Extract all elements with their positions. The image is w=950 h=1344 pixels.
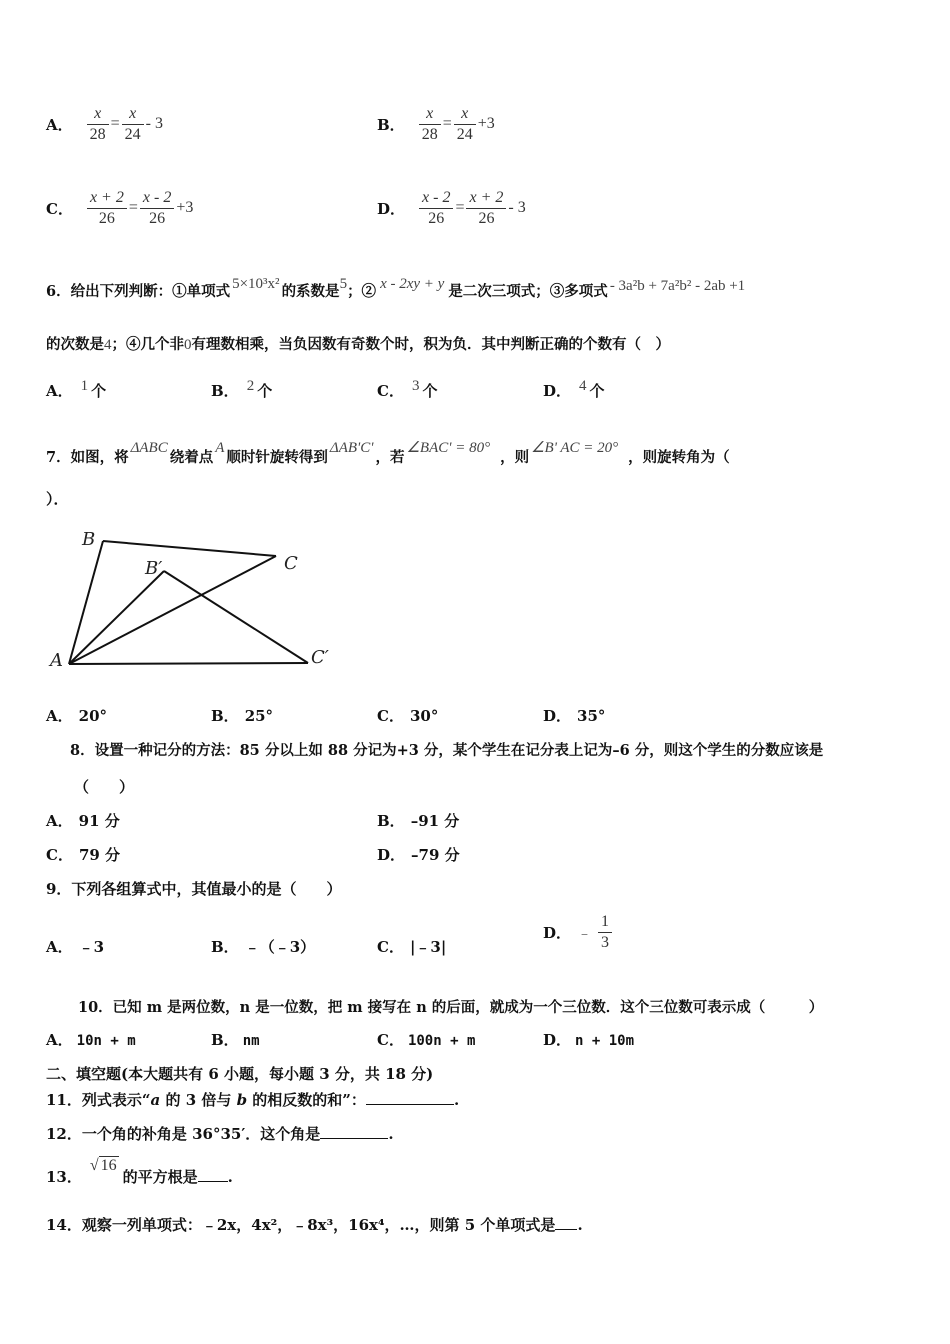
q7-figure (40, 522, 340, 672)
option-text: nm (242, 1033, 260, 1049)
q13-label: 13． (46, 1168, 82, 1186)
q5-option-d[interactable] (377, 188, 526, 229)
q11-text: 的 3 倍与 (160, 1091, 237, 1109)
q8-answer-paren: （ ） (74, 778, 135, 796)
q6-line2 (46, 333, 670, 354)
denominator: 26 (98, 210, 115, 227)
q8-option-c[interactable] (46, 844, 120, 865)
option-number: 1 (80, 378, 89, 394)
option-label: D． (543, 707, 572, 725)
q13 (46, 1156, 233, 1187)
option-label: D． (377, 846, 406, 864)
option-text: 25° (244, 707, 274, 725)
label-C-prime: C′ (311, 647, 329, 668)
option-label: A． (46, 812, 73, 830)
option-label: D． (543, 924, 572, 942)
denominator: 3 (601, 934, 610, 951)
segment-B-prime-C-prime (164, 571, 308, 663)
option-label: D． (377, 200, 406, 218)
option-text: ﹣（﹣3） (244, 938, 316, 956)
numerator: x (129, 105, 137, 122)
tail-term: +3 (176, 199, 194, 217)
q7-text: ，则 (500, 449, 530, 466)
numerator: x - 2 (422, 189, 451, 206)
option-label: A． (46, 116, 73, 134)
q14-end: . (577, 1216, 583, 1234)
q11-end: . (453, 1091, 460, 1109)
q11-text: 的相反数的和”： (247, 1091, 366, 1109)
q13-answer-blank[interactable] (198, 1181, 228, 1182)
q6-option-a[interactable] (46, 378, 106, 401)
option-unit: 个 (257, 382, 273, 400)
q6-option-c[interactable] (377, 378, 437, 401)
option-label: C． (377, 1031, 404, 1049)
option-label: C． (46, 200, 73, 218)
q13-radicand: 16 (100, 1157, 117, 1174)
numerator: x (426, 105, 434, 122)
q10-option-a[interactable] (46, 1029, 136, 1050)
q6-text: ；④几个非 (111, 336, 184, 353)
tail-term: +3 (477, 115, 495, 133)
q14-text: 14．观察一列单项式：﹣2x，4x²，﹣8x³，16x⁴，…，则第 5 个单项式是 (46, 1216, 556, 1234)
option-text: |﹣3| (409, 938, 447, 956)
equals-sign: = (110, 115, 120, 133)
q6-option-d[interactable] (543, 378, 605, 401)
label-B: B (82, 529, 96, 550)
q5-option-b[interactable] (377, 104, 495, 145)
tail-term: - 3 (145, 115, 163, 133)
option-text: 91 分 (78, 812, 120, 830)
option-label: A． (46, 707, 73, 725)
q7-option-c[interactable] (377, 705, 438, 726)
option-text: n + 10m (575, 1033, 635, 1049)
option-unit: 个 (422, 382, 438, 400)
q7-expr: ∠B' AC = 20° (531, 440, 619, 456)
option-text: 20° (78, 707, 108, 725)
option-text: 79 分 (78, 846, 121, 864)
q7-line1 (46, 438, 730, 467)
q7-expr: ΔABC (130, 440, 168, 456)
option-label: C． (377, 382, 404, 400)
q11-var-b: b (236, 1091, 248, 1109)
q6-text: 的系数是 (281, 283, 340, 300)
denominator: 24 (456, 126, 473, 143)
q13-end: . (227, 1168, 233, 1186)
segment-AC (69, 556, 276, 664)
q7-text: 7．如图，将 (46, 449, 129, 466)
numerator: x - 2 (142, 189, 172, 206)
q14 (46, 1214, 583, 1235)
q8-option-d[interactable] (377, 844, 460, 865)
q12-text: 12．一个角的补角是 36°35′．这个角是 (46, 1125, 321, 1143)
q6-text: 有理数相乘，当负因数有奇数个时，积为负．其中判断正确的个数有（ ） (191, 336, 670, 353)
equals-sign: = (455, 199, 465, 217)
q7-text: ，则旋转角为（ (628, 449, 730, 466)
option-text: –79 分 (411, 846, 460, 864)
q9-option-d[interactable] (543, 912, 614, 953)
option-label: B． (377, 812, 405, 830)
q6-value: 0 (184, 337, 192, 353)
option-number: 3 (411, 378, 420, 394)
q8-option-a[interactable] (46, 810, 120, 831)
option-text: ﹣3 (78, 938, 105, 956)
option-label: C． (377, 707, 404, 725)
tail-term: - 3 (508, 199, 526, 217)
q6-expr1: 5×10³x² (232, 276, 280, 292)
q10-option-b[interactable] (211, 1029, 260, 1050)
label-B-prime: B′ (145, 558, 163, 579)
q7-expr: ∠BAC' = 80° (406, 440, 491, 456)
q6-line1 (46, 276, 745, 301)
q9-question: 9．下列各组算式中，其值最小的是（ ） (46, 880, 342, 898)
denominator: 28 (89, 126, 106, 143)
option-number: 4 (579, 378, 587, 394)
q10-option-c[interactable] (377, 1029, 475, 1050)
q6-text: 是二次三项式；③多项式 (448, 283, 608, 300)
q6-text: 的次数是 (46, 336, 104, 353)
denominator: 28 (421, 126, 438, 143)
option-text: 30° (409, 707, 439, 725)
option-label: B． (211, 707, 239, 725)
equals-sign: = (128, 199, 138, 217)
q13-sqrt: √ 16 (89, 1157, 117, 1174)
q7-expr: ΔAB'C' (329, 440, 374, 456)
option-label: A． (46, 938, 73, 956)
q6-value: 4 (104, 337, 112, 353)
option-text: 100n + m (407, 1033, 476, 1049)
q10-option-d[interactable] (543, 1029, 634, 1050)
q8-option-b[interactable] (377, 810, 459, 831)
q8-question: 8．设置一种记分的方法：85 分以上如 88 分记为+3 分，某个学生在记分表上记为–6 分，则这个学生的分数应该是 (70, 742, 824, 759)
q6-option-b[interactable] (211, 378, 272, 401)
q7-line2: ）． (46, 490, 69, 508)
option-label: B． (211, 1031, 239, 1049)
q6-expr2: x - 2xy + y (380, 276, 445, 292)
q9-option-b[interactable] (211, 936, 315, 957)
equals-sign: = (442, 115, 452, 133)
denominator: 24 (124, 126, 141, 143)
q5-option-a[interactable] (46, 104, 163, 145)
q7-expr: A (215, 440, 225, 456)
q7-text: 顺时针旋转得到 (226, 449, 328, 466)
numerator: x + 2 (469, 189, 504, 206)
option-text: 10n + m (76, 1033, 136, 1049)
q7-option-d[interactable] (543, 705, 605, 726)
segment-AC-prime (69, 663, 308, 664)
q11-var-a: a (150, 1091, 161, 1109)
segment-AB (69, 541, 103, 664)
q6-text: 6．给出下列判断：①单项式 (46, 283, 231, 300)
option-text: 35° (577, 707, 606, 725)
q14-answer-blank[interactable] (555, 1229, 577, 1230)
q11-text: 11．列式表示“ (46, 1091, 151, 1109)
numerator: x + 2 (89, 189, 124, 206)
label-C: C (284, 553, 298, 574)
q13-text: 的平方根是 (122, 1168, 198, 1186)
q7-option-a[interactable] (46, 705, 107, 726)
q7-option-b[interactable] (211, 705, 273, 726)
label-A: A (50, 650, 63, 671)
q7-text: 绕着点 (169, 449, 214, 466)
section-title: 二、填空题(本大题共有 6 小题，每小题 3 分，共 18 分) (46, 1065, 434, 1083)
q11 (46, 1089, 459, 1110)
q6-text: ；② (347, 283, 377, 300)
denominator: 26 (428, 210, 445, 227)
option-label: B． (377, 116, 405, 134)
option-label: C． (46, 846, 73, 864)
option-label: D． (543, 1031, 572, 1049)
numerator: x (94, 105, 102, 122)
q12 (46, 1123, 394, 1144)
option-sign: ﹣ (577, 926, 593, 942)
denominator: 26 (478, 210, 495, 227)
option-label: C． (377, 938, 404, 956)
q7-text: ，若 (375, 449, 405, 466)
q11-answer-blank[interactable] (366, 1104, 454, 1105)
option-label: D． (543, 382, 572, 400)
option-number: 2 (246, 378, 255, 394)
q6-expr3: - 3a²b + 7a²b² - 2ab +1 (609, 278, 746, 294)
option-unit: 个 (589, 382, 605, 400)
option-text: –91 分 (410, 812, 460, 830)
q12-answer-blank[interactable] (320, 1138, 388, 1139)
q10-question: 10．已知 m 是两位数，n 是一位数，把 m 接写在 n 的后面，就成为一个三位数．这个三位数可表示成（ ） (78, 999, 824, 1016)
q12-end: . (388, 1125, 394, 1143)
option-label: B． (211, 938, 239, 956)
numerator: x (461, 105, 469, 122)
denominator: 26 (149, 210, 166, 227)
q9-option-c[interactable] (377, 936, 446, 957)
segment-AB-prime (69, 571, 164, 664)
q5-option-c[interactable] (46, 188, 193, 229)
option-unit: 个 (91, 382, 107, 400)
numerator: 1 (598, 912, 612, 933)
option-label: A． (46, 1031, 73, 1049)
q9-option-a[interactable] (46, 936, 104, 957)
option-label: A． (46, 382, 73, 400)
q6-value: 5 (339, 276, 348, 292)
option-label: B． (211, 382, 239, 400)
segment-BC (103, 541, 276, 556)
